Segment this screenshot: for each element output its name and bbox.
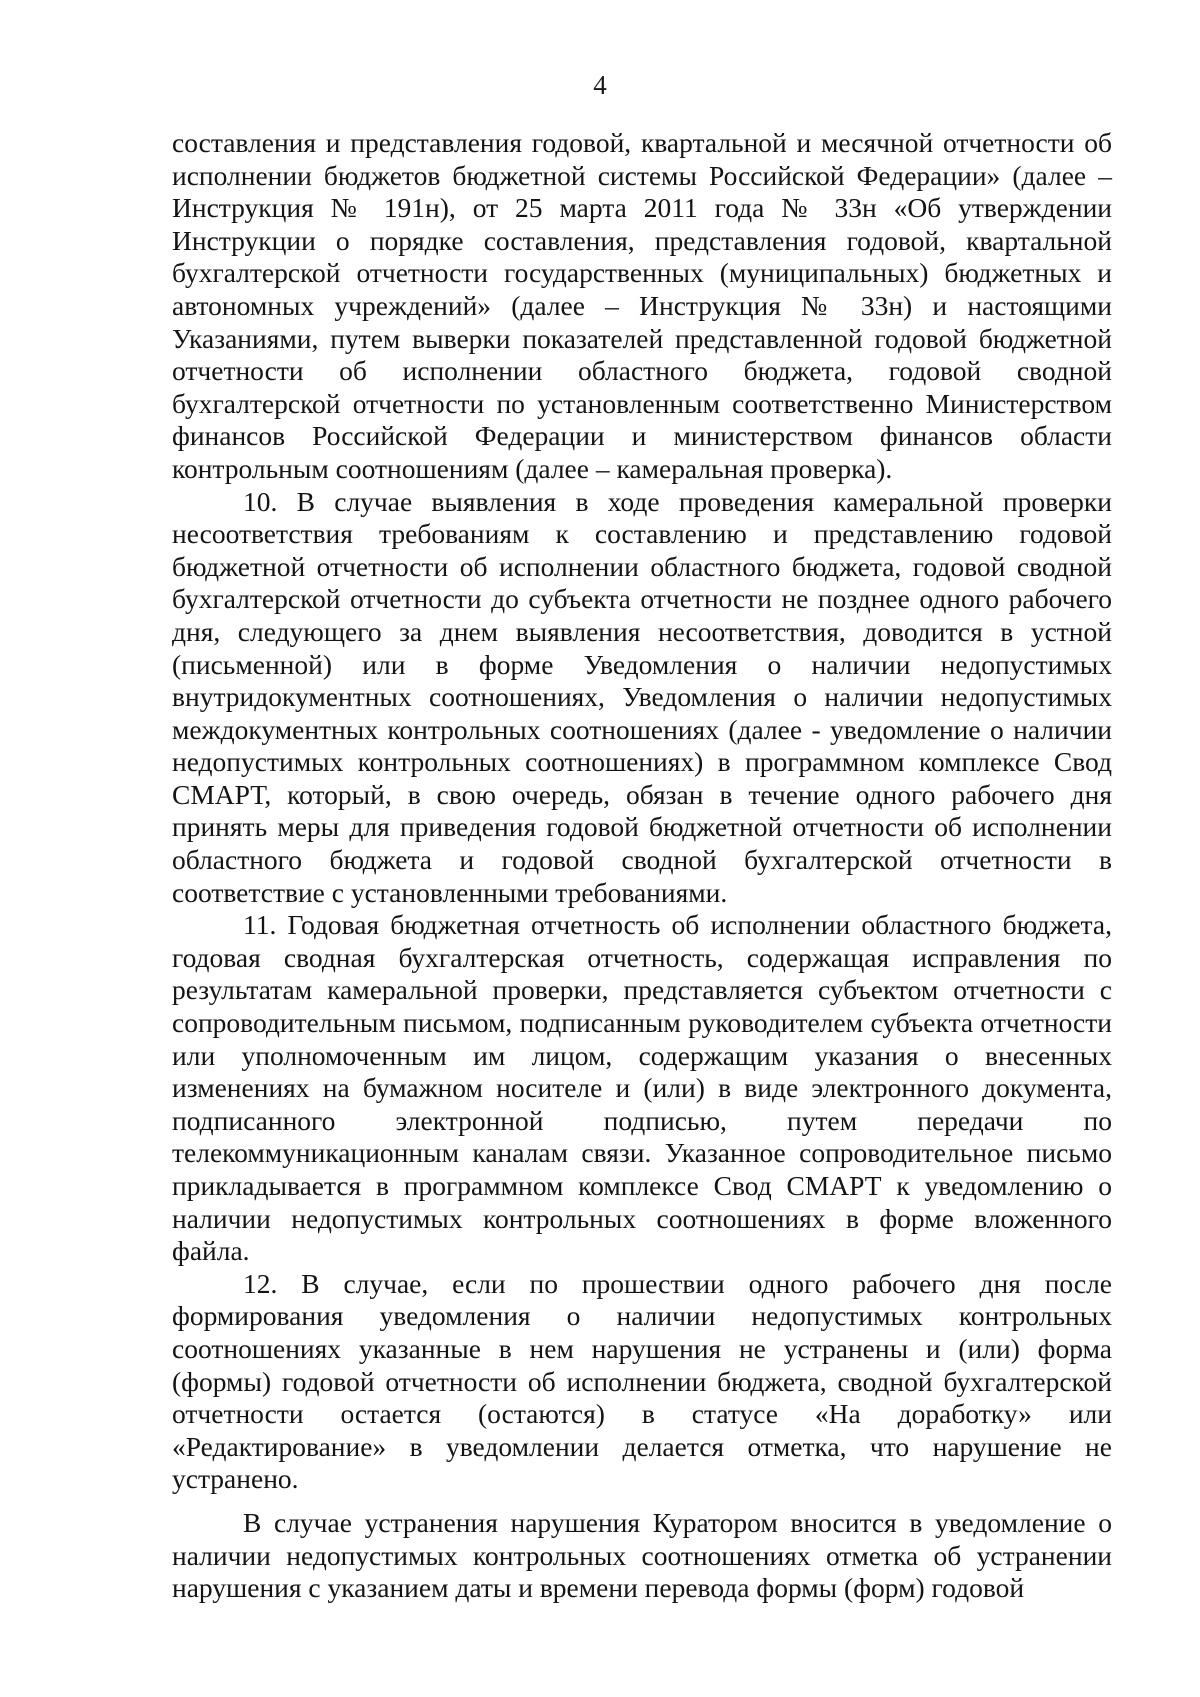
paragraph-item-12: 12. В случае, если по прошествии одного рабочего дня после формирования уведомления о наличии недопустимых контрольных соотношениях указанные в нем нарушения не устранены и (или) форма (формы) годовой отчетности об исполнении бюджета, сводной бухгалтерской отчетности остается (остаются) в статусе «На доработку» или «Редактирование» в уведомлении делается отметка, что нарушение не устранено. [172, 1267, 1112, 1495]
paragraph-item-12-continuation: В случае устранения нарушения Куратором вносится в уведомление о наличии недопустимых контрольных соотношениях отметка об устранении нарушения с указанием даты и времени перевода формы (форм) годовой [172, 1506, 1112, 1604]
page-number: 4 [593, 70, 607, 100]
document-body [172, 127, 1112, 1605]
paragraph-item-11: 11. Годовая бюджетная отчетность об исполнении областного бюджета, годовая сводная бухгалтерская отчетность, содержащая исправления по результатам камеральной проверки, представляется субъектом отчетности с сопроводительным письмом, подписанным руководителем субъекта отчетности или уполномоченным им лицом, содержащим указания о внесенных изменениях на бумажном носителе и (или) в виде электронного документа, подписанного электронной подписью, путем передачи по телекоммуникационным каналам связи. Указанное сопроводительное письмо прикладывается в программном комплексе Свод СМАРТ к уведомлению о наличии недопустимых контрольных соотношениях в форме вложенного файла. [172, 909, 1112, 1267]
paragraph-continuation: составления и представления годовой, квартальной и месячной отчетности об исполнении бюджетов бюджетной системы Российской Федерации» (далее – Инструкция № 191н), от 25 марта 2011 года № 33н «Об утверждении Инструкции о порядке составления, представления годовой, квартальной бухгалтерской отчетности государственных (муниципальных) бюджетных и автономных учреждений» (далее – Инструкция № 33н) и настоящими Указаниями, путем выверки показателей представленной годовой бюджетной отчетности об исполнении областного бюджета, годовой сводной бухгалтерской отчетности по установленным соответственно Министерством финансов Российской Федерации и министерством финансов области контрольным соотношениям (далее – камеральная проверка). [172, 127, 1112, 484]
paragraph-item-10: 10. В случае выявления в ходе проведения камеральной проверки несоответствия требованиям к составлению и представлению годовой бюджетной отчетности об исполнении областного бюджета, годовой сводной бухгалтерской отчетности до субъекта отчетности не позднее одного рабочего дня, следующего за днем выявления несоответствия, доводится в устной (письменной) или в форме Уведомления о наличии недопустимых внутридокументных соотношениях, Уведомления о наличии недопустимых междокументных контрольных соотношениях (далее - уведомление о наличии недопустимых контрольных соотношениях) в программном комплексе Свод СМАРТ, который, в свою очередь, обязан в течение одного рабочего дня принять меры для приведения годовой бюджетной отчетности об исполнении областного бюджета и годовой сводной бухгалтерской отчетности в соответствие с установленными требованиями. [172, 485, 1112, 908]
